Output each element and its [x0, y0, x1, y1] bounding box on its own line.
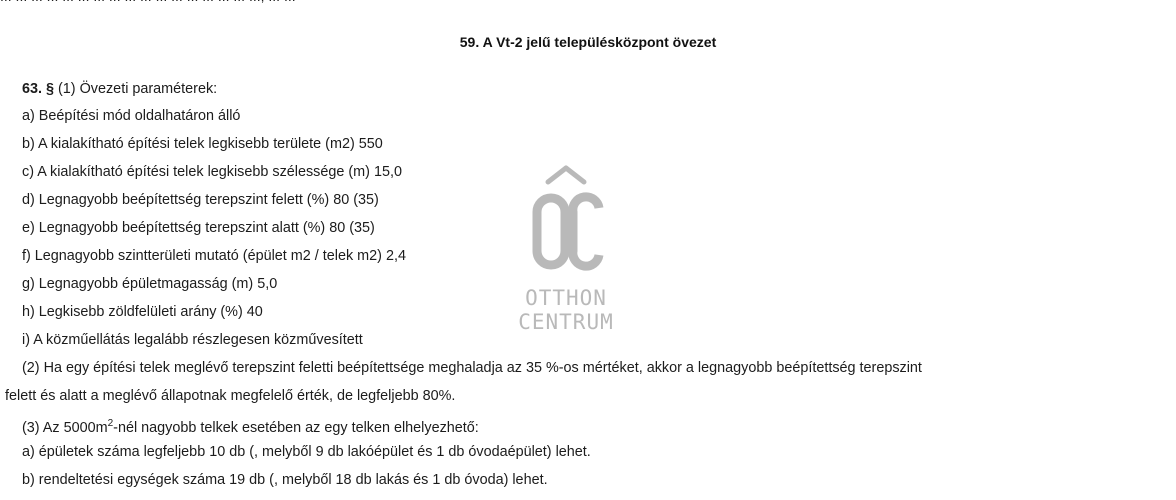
cut-off-text-line: [0, 0, 296, 4]
clause-2-line-1: (2) Ha egy építési telek meglévő terepszint feletti beépítettsége meghaladja az 35 %-os mértéket, akkor a legnagyobb beépítettség terepszint: [22, 360, 922, 376]
clause-3-item: b) rendeltetési egységek száma 19 db (, melyből 18 db lakás és 1 db óvoda) lehet.: [22, 472, 548, 488]
paragraph-number: 63. §: [22, 81, 55, 97]
clause-3-prefix: (3) Az 5000m: [22, 419, 108, 436]
param-item: i) A közműellátás legalább részlegesen közművesített: [22, 332, 363, 348]
param-item: g) Legnagyobb épületmagasság (m) 5,0: [22, 276, 278, 292]
param-item: h) Legkisebb zöldfelületi arány (%) 40: [22, 304, 263, 320]
watermark-line-2: CENTRUM: [518, 310, 614, 334]
oc-logo-icon: [496, 162, 636, 282]
paragraph-intro: (1) Övezeti paraméterek:: [54, 81, 218, 97]
param-item: e) Legnagyobb beépítettség terepszint alatt (%) 80 (35): [22, 220, 375, 236]
clause-2-line-2: felett és alatt a meglévő állapotnak megfelelő érték, de legfeljebb 80%.: [5, 388, 456, 404]
paragraph-heading: [22, 80, 217, 98]
param-item: d) Legnagyobb beépítettség terepszint felett (%) 80 (35): [22, 192, 379, 208]
clause-3-suffix: -nél nagyobb telkek esetében az egy telken elhelyezhető:: [113, 419, 479, 436]
clause-3-heading: [22, 415, 479, 437]
param-item: c) A kialakítható építési telek legkisebb szélessége (m) 15,0: [22, 164, 402, 180]
watermark-line-1: OTTHON: [525, 286, 607, 310]
param-item: a) Beépítési mód oldalhatáron álló: [22, 108, 241, 124]
param-item: b) A kialakítható építési telek legkisebb területe (m2) 550: [22, 136, 383, 152]
param-item: f) Legnagyobb szintterületi mutató (épület m2 / telek m2) 2,4: [22, 248, 406, 264]
section-title: 59. A Vt-2 jelű településközpont övezet: [459, 34, 717, 50]
clause-3-item: a) épületek száma legfeljebb 10 db (, melyből 9 db lakóépület és 1 db óvodaépület) lehet.: [22, 444, 591, 460]
otthon-centrum-watermark: [496, 162, 636, 338]
superscript: 2: [107, 418, 114, 429]
